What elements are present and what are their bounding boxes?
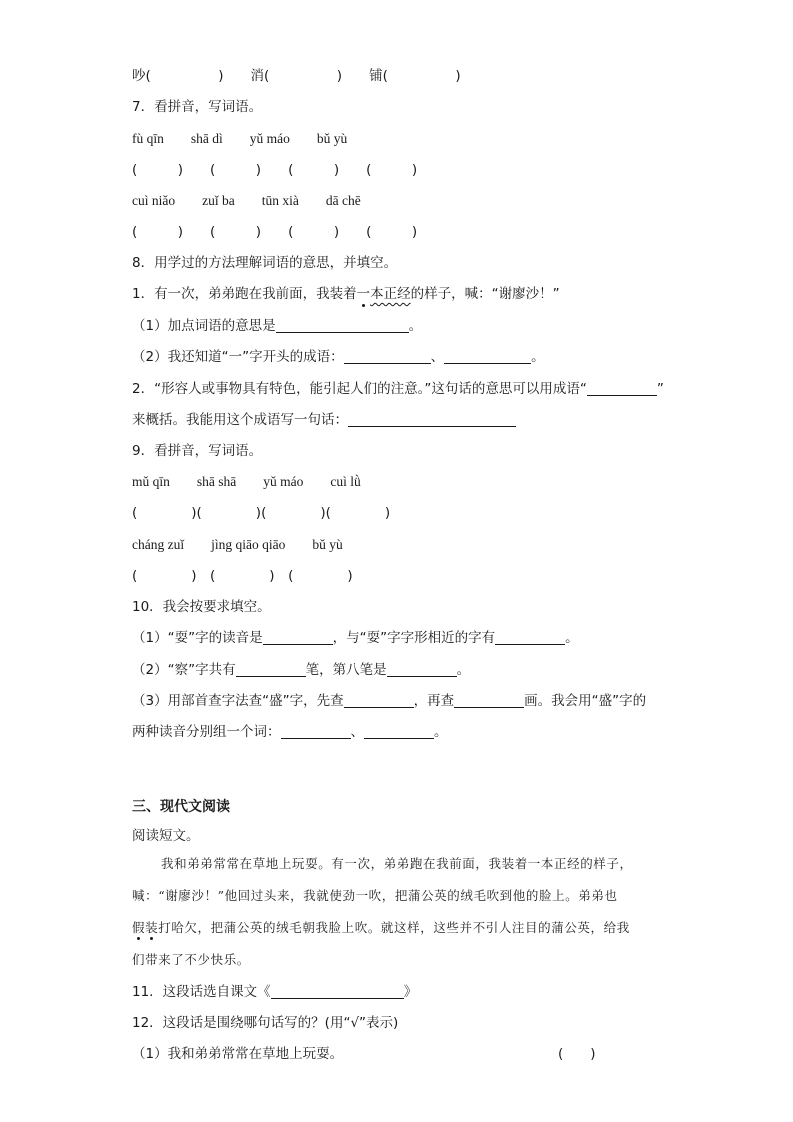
section-heading: 三、现代文阅读 (132, 799, 230, 815)
q9-answer-row-1[interactable]: ( )( )( )( ) (132, 505, 391, 521)
q8-title: 8．用学过的方法理解词语的意思，并填空。 (132, 255, 398, 271)
reading-instruction: 阅读短文。 (132, 828, 200, 844)
q8-item-2: （2）我还知道“一”字开头的成语： 、 。 (132, 349, 545, 365)
answer-blank[interactable] (348, 412, 516, 427)
q12-title: 12．这段话是围绕哪句话写的？(用“√”表示) (132, 1015, 399, 1031)
q8-sentence-1: 1．有一次，弟弟跑在我前面，我装着一本正经的样子，喊：“谢廖沙！” (132, 286, 560, 302)
q8-item-1: （1）加点词语的意思是 。 (132, 318, 423, 334)
answer-blank[interactable] (454, 693, 524, 708)
q7-answer-row-1[interactable]: ( ) ( ) ( ) ( ) (132, 162, 418, 178)
answer-blank[interactable] (276, 318, 409, 333)
q12-option-1-answer-bracket[interactable]: ( ) (558, 1046, 596, 1062)
q9-title: 9．看拼音，写词语。 (132, 443, 263, 459)
wavy-word: 本正经 (370, 286, 411, 302)
answer-blank[interactable] (263, 630, 333, 645)
q10-item-3: （3）用部首查字法查“盛”字，先查 ，再查 画。我会用“盛”字的 (132, 693, 647, 709)
q10-item-1: （1）“耍”字的读音是 ，与“耍”字字形相近的字有 。 (132, 630, 579, 646)
answer-blank[interactable] (344, 349, 431, 364)
q12-option-1: （1）我和弟弟常常在草地上玩耍。 (132, 1046, 344, 1062)
q10-item-2: （2）“察”字共有 笔，第八笔是 。 (132, 662, 471, 678)
answer-blank[interactable] (495, 630, 565, 645)
q7-answer-row-2[interactable]: ( ) ( ) ( ) ( ) (132, 224, 418, 240)
q10-item-3-continued: 两种读音分别组一个词： 、 。 (132, 724, 448, 740)
answer-blank[interactable] (587, 381, 657, 396)
passage-line-4: 们带来了不少快乐。 (132, 952, 250, 967)
passage-line-3: 假装打哈欠，把蒲公英的绒毛朝我脸上吹。就这样，这些并不引人注目的蒲公英，给我 (132, 920, 630, 935)
q7-pinyin-row-1: fù qīn shā dì yǔ máo bǔ yù (132, 131, 348, 146)
q9-pinyin-row-1: mǔ qīn shā shā yǔ máo cuì lǜ (132, 474, 361, 489)
answer-blank[interactable] (271, 984, 404, 999)
answer-blank[interactable] (444, 349, 531, 364)
q7-title: 7．看拼音，写词语。 (132, 99, 263, 115)
answer-blank[interactable] (236, 662, 306, 677)
q9-answer-row-2[interactable]: ( ) ( ) ( ) (132, 568, 353, 584)
fill-row-chao-xiao-pu: 吵( ) 消( ) 铺( ) (132, 68, 461, 84)
dotted-word-yi: 一 (356, 286, 371, 302)
answer-blank[interactable] (364, 724, 434, 739)
passage-line-1: 我和弟弟常常在草地上玩耍。有一次，弟弟跑在我前面，我装着一本正经的样子， (161, 856, 633, 871)
q10-title: 10．我会按要求填空。 (132, 599, 271, 615)
q11: 11．这段话选自课文《 》 (132, 984, 418, 1000)
q8-sentence-2-line-1: 2．“形容人或事物具有特色，能引起人们的注意。”这句话的意思可以用成语“ ” (132, 381, 664, 397)
answer-blank[interactable] (344, 693, 414, 708)
answer-blank[interactable] (281, 724, 351, 739)
q9-pinyin-row-2: cháng zuǐ jìng qiāo qiāo bǔ yù (132, 537, 343, 552)
q7-pinyin-row-2: cuì niǎo zuǐ ba tūn xià dā chē (132, 193, 361, 208)
q8-sentence-2-line-2: 来概括。我能用这个成语写一句话： (132, 410, 516, 430)
passage-line-2: 喊：“谢廖沙！”他回过头来，我就使劲一吹，把蒲公英的绒毛吹到他的脸上。弟弟也 (132, 888, 618, 903)
answer-blank[interactable] (387, 662, 457, 677)
